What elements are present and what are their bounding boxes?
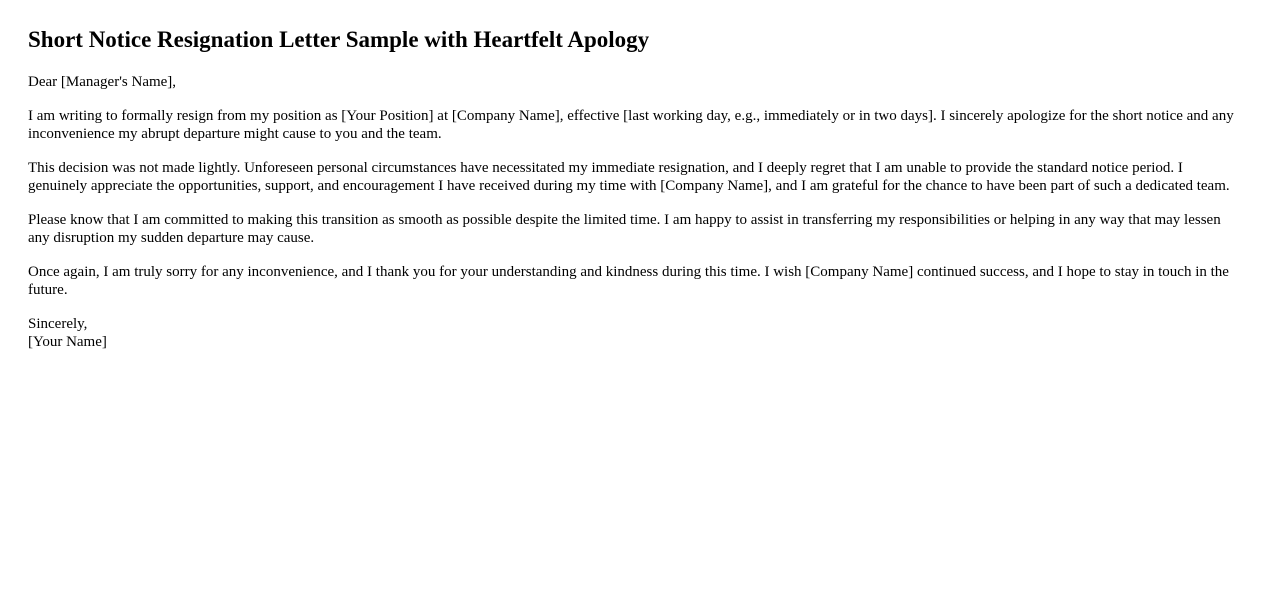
paragraph-transition: Please know that I am committed to making this transition as smooth as possible despite the limited time. I am happy to assist in transferring my responsibilities or helping in any way that may lessen any disruption my sudden departure may cause. (28, 212, 1221, 246)
paragraph-reason: This decision was not made lightly. Unforeseen personal circumstances have necessitated my immediate resignation, and I deeply regret that I am unable to provide the standard notice period. I genuinely appreciate the opportunities, support, and encouragement I have received during my time with [Company Name], and I am grateful for the chance to have been part of such a dedicated team. (28, 160, 1230, 194)
closing: Sincerely, (28, 316, 88, 332)
closing-block (28, 315, 1242, 351)
paragraph-opening: I am writing to formally resign from my position as [Your Position] at [Company Name], effective [last working day, e.g., immediately or in two days]. I sincerely apologize for the short notice and any inconvenience my abrupt departure might cause to you and the team. (28, 108, 1234, 142)
page-title: Short Notice Resignation Letter Sample with Heartfelt Apology (28, 27, 650, 52)
signature: [Your Name] (28, 334, 107, 350)
paragraph-closing-remarks: Once again, I am truly sorry for any inconvenience, and I thank you for your understanding and kindness during this time. I wish [Company Name] continued success, and I hope to stay in touch in the future. (28, 264, 1229, 298)
salutation: Dear [Manager's Name], (28, 74, 177, 90)
